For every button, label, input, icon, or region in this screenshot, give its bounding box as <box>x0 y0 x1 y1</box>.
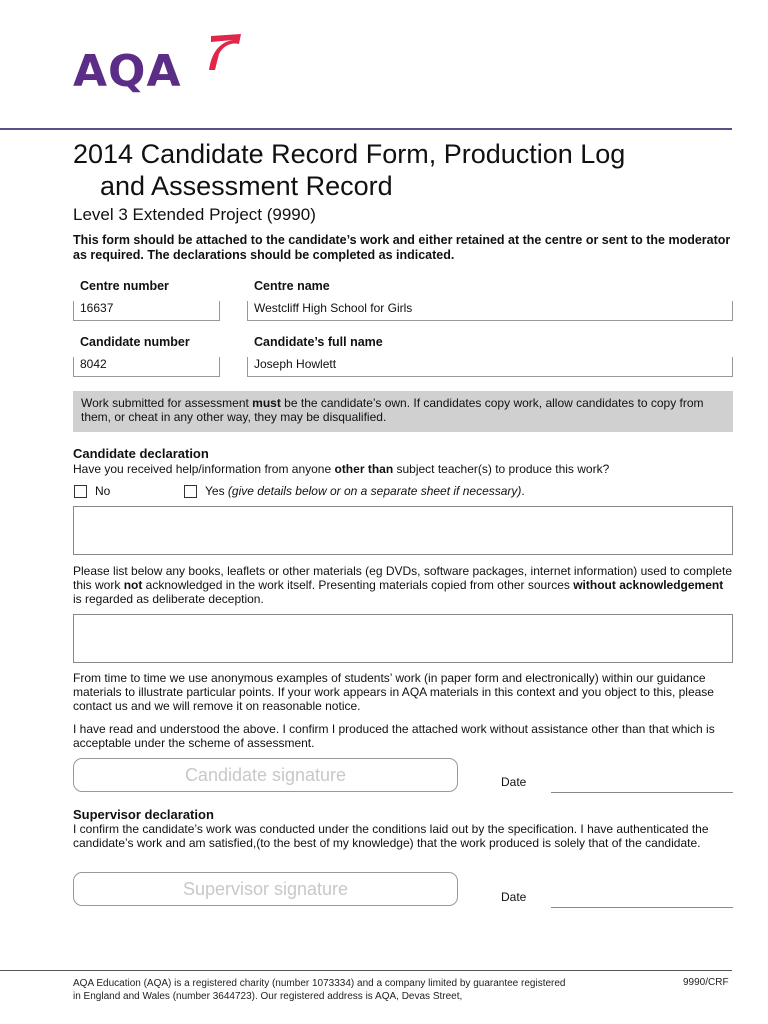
materials-not: not <box>123 578 143 592</box>
footer-legal-text: AQA Education (AQA) is a registered charity (number 1073334) and a company limited by guarantee registered in England and Wales (number 3644723). Our registered address is AQA, Devas Street, <box>73 978 566 1002</box>
help-details-textarea[interactable] <box>73 506 733 555</box>
candidate-full-name-field[interactable]: Joseph Howlett <box>247 357 733 377</box>
plagiarism-warning <box>73 391 733 432</box>
candidate-number-label: Candidate number <box>80 335 190 349</box>
title-line-1: 2014 Candidate Record Form, Production Log <box>73 139 626 169</box>
logo-text: AQA <box>73 46 182 97</box>
aqa-swoosh-icon <box>205 32 243 72</box>
materials-text-3: is regarded as deliberate deception. <box>73 592 264 606</box>
page-title <box>73 138 733 202</box>
footer-divider <box>0 970 732 971</box>
candidate-date-label: Date <box>501 775 527 789</box>
centre-name-label: Centre name <box>254 279 330 293</box>
candidate-number-field[interactable]: 8042 <box>73 357 220 377</box>
help-question-text-2: subject teacher(s) to produce this work? <box>393 462 610 476</box>
warning-text-1: Work submitted for assessment <box>81 396 253 410</box>
candidate-declaration-heading: Candidate declaration <box>73 446 209 461</box>
candidate-signature-field[interactable]: Candidate signature <box>73 758 458 792</box>
no-option[interactable] <box>74 484 110 498</box>
materials-without-ack: without acknowledgement <box>573 578 724 592</box>
yes-note: (give details below or on a separate sheet if necessary) <box>227 484 522 498</box>
materials-text-2: acknowledged in the work itself. Presenting materials copied from other sources <box>142 578 574 592</box>
intro-instructions: This form should be attached to the candidate’s work and either retained at the centre or sent to the moderator as required. The declarations should be completed as indicated. <box>73 233 731 262</box>
no-checkbox[interactable] <box>74 485 87 498</box>
help-question-text-1: Have you received help/information from anyone <box>73 462 335 476</box>
materials-textarea[interactable] <box>73 614 733 663</box>
supervisor-date-field[interactable] <box>551 907 733 908</box>
title-line-2: and Assessment Record <box>100 171 393 201</box>
warning-text-2: be the candidate’s own. If candidates copy work, allow candidates to copy from them, or cheat in any other way, they may be disqualified. <box>81 396 704 424</box>
candidate-full-name-label: Candidate’s full name <box>254 335 383 349</box>
centre-number-label: Centre number <box>80 279 169 293</box>
supervisor-date-label: Date <box>501 890 527 904</box>
help-question-bold: other than <box>334 462 394 476</box>
centre-number-field[interactable]: 16637 <box>73 301 220 321</box>
anonymous-use-text: From time to time we use anonymous examples of students’ work (in paper form and electronically) within our guidance materials to illustrate particular points. If your work appears in AQA materials in this context and you object to this, please contact us and we will remove it on reasonable notice. <box>73 671 714 713</box>
materials-text-1: Please list below any books, leaflets or other materials (eg DVDs, software packages, internet information) used to complete this work <box>73 564 732 592</box>
page-subtitle: Level 3 Extended Project (9990) <box>73 205 316 224</box>
aqa-logo <box>73 32 243 102</box>
supervisor-signature-field[interactable]: Supervisor signature <box>73 872 458 906</box>
no-label: No <box>95 484 111 498</box>
yes-option[interactable] <box>184 484 525 498</box>
centre-name-field[interactable]: Westcliff High School for Girls <box>247 301 733 321</box>
materials-instructions <box>73 564 733 606</box>
supervisor-declaration-heading: Supervisor declaration <box>73 807 214 822</box>
yes-note-end: . <box>521 484 525 498</box>
candidate-date-field[interactable] <box>551 792 733 793</box>
help-question <box>73 462 733 476</box>
yes-checkbox[interactable] <box>184 485 197 498</box>
warning-must: must <box>252 396 281 410</box>
yes-label: Yes <box>205 484 225 498</box>
confirmation-text: I have read and understood the above. I confirm I produced the attached work without assistance other than that which is acceptable under the scheme of assessment. <box>73 722 715 750</box>
supervisor-declaration-text: I confirm the candidate’s work was conducted under the conditions laid out by the specification. I have authenticated the candidate’s work and am satisfied,(to the best of my knowledge) that the work produced is solely that of the candidate. <box>73 822 709 850</box>
form-code: 9990/CRF <box>683 977 729 988</box>
header-divider <box>0 128 732 130</box>
